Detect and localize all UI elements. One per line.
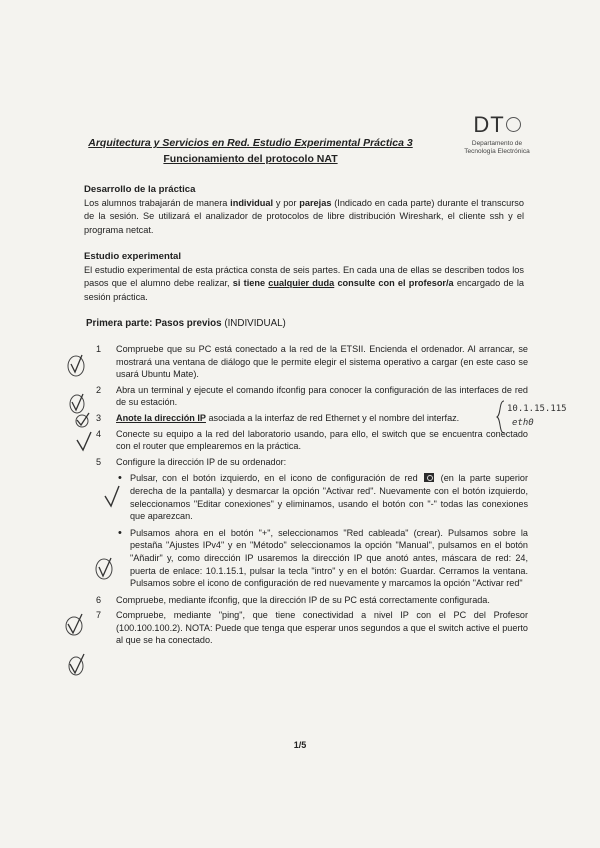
dept-name [452, 140, 542, 156]
step-item: 5 Configure la dirección IP de su ordenador: • Pulsar, con el botón izquierdo, en el icono de configuración de red (en la parte superior derecha de la pantalla) y desmarcar la opción "Activar red". Nuevamente con el botón izquierdo, seleccionamos "Editar conexiones" y eliminamos, usando el botón con "-" todas las conexiones que aparezcan. • Pulsamos ahora en el botón "+", seleccionamos "Red cableada" (crear). Pulsamos sobre la pestaña "Ajustes IPv4" y en "Método" seleccionamos la opción "Manual", pulsamos en el botón "Añadir" y, como dirección IP usaremos la dirección IP que anotó antes, máscara de red: 24, puerta de enlace: 10.1.15.1, pulsar la tecla "intro" y en el botón: Guardar. Cerramos la ventana. Pulsamos sobre el icono de configuración de red nuevamente y marcamos la opción "Activar red" [96, 456, 528, 590]
desarrollo-heading: Desarrollo de la práctica [84, 184, 196, 195]
dept-line-2: Tecnología Electrónica [464, 148, 530, 155]
dept-line-1: Departamento de [471, 140, 523, 147]
desarrollo-text: Los alumnos trabajarán de manera individual y por parejas (Indicado en cada parte) durante el transcurso de la sesión. Se utilizará el analizador de protocolos de libre distribución Wireshark, el cliente ssh y el programa netcat. [84, 197, 524, 235]
section-estudio [84, 250, 524, 304]
logo-mark [473, 112, 520, 138]
estudio-text: El estudio experimental de esta práctica consta de seis partes. En cada una de ellas se describen todos los pasos que el alumno debe realizar, si tiene cualquier duda consulte con el profesor/a encargado de la sesión práctica. [84, 264, 524, 302]
step-item: 4 Conecte su equipo a la red del laboratorio usando, para ello, el switch que se encuentra conectado con el router que emplearemos en la práctica. [96, 428, 528, 452]
network-config-icon [424, 473, 434, 482]
section-desarrollo [84, 183, 524, 237]
title-line-1: Arquitectura y Servicios en Red. Estudio Experimental Práctica 3 [88, 137, 413, 149]
handwritten-iface: eth0 [512, 418, 534, 428]
handwritten-ip: 10.1.15.115 [507, 404, 567, 414]
check-mark-icon [74, 430, 94, 454]
logo-text: DT [473, 112, 505, 137]
check-mark-icon [64, 612, 86, 638]
step-item: 7 Compruebe, mediante "ping", que tiene conectividad a nivel IP con el PC del Profesor (100.100.100.2). NOTA: Puede que tenga que esperar unos segundos a que el switch active el puerto al que se ha conectado. [96, 610, 528, 646]
step-item: 3 Anote la dirección IP asociada a la interfaz de red Ethernet y el nombre del interfaz. [96, 412, 460, 423]
part1-heading: Primera parte: Pasos previos (INDIVIDUAL) [86, 318, 286, 329]
step-item: 1 Compruebe que su PC está conectado a la red de la ETSII. Encienda el ordenador. Al arrancar, se mostrará una ventana de diálogo que le permite elegir el sistema operativo a cargar (en este caso se usará Ubuntu Mate). [96, 344, 528, 380]
check-mark-icon [94, 555, 116, 581]
document-title [78, 135, 423, 167]
brace-mark-icon [496, 400, 506, 434]
steps-list [96, 343, 528, 650]
step-item: 6 Compruebe, mediante ifconfig, que la dirección IP de su PC está correctamente configurada. [96, 594, 490, 605]
logo-circle-icon [506, 117, 521, 132]
bullet-item: • Pulsamos ahora en el botón "+", seleccionamos "Red cableada" (crear). Pulsamos sobre la pestaña "Ajustes IPv4" y en "Método" seleccionamos la opción "Manual", pulsamos en el botón "Añadir" y, como dirección IP usaremos la dirección IP que anotó antes, máscara de red: 24, puerta de enlace: 10.1.15.1, pulsar la tecla "intro" y en el botón: Guardar. Cerramos la ventana. Pulsamos sobre el icono de configuración de red nuevamente y marcamos la opción "Activar red" [116, 527, 528, 590]
step-item: 2 Abra un terminal y ejecute el comando ifconfig para conocer la configuración de las interfaces de red de su estación. [96, 384, 528, 408]
check-mark-icon [74, 412, 92, 428]
title-line-2: Funcionamiento del protocolo NAT [163, 153, 338, 165]
estudio-heading: Estudio experimental [84, 251, 182, 262]
bullet-item: • Pulsar, con el botón izquierdo, en el icono de configuración de red (en la parte superior derecha de la pantalla) y desmarcar la opción "Activar red". Nuevamente con el botón izquierdo, seleccionamos "Editar conexiones" y eliminamos, usando el botón con "-" todas las conexiones que aparezcan. [116, 472, 528, 522]
check-mark-icon [66, 352, 88, 378]
page-number: 1/5 [293, 740, 307, 750]
check-mark-icon [66, 652, 88, 678]
dte-logo [452, 112, 542, 156]
step5-bullets [116, 472, 528, 589]
check-mark-icon [102, 484, 122, 510]
